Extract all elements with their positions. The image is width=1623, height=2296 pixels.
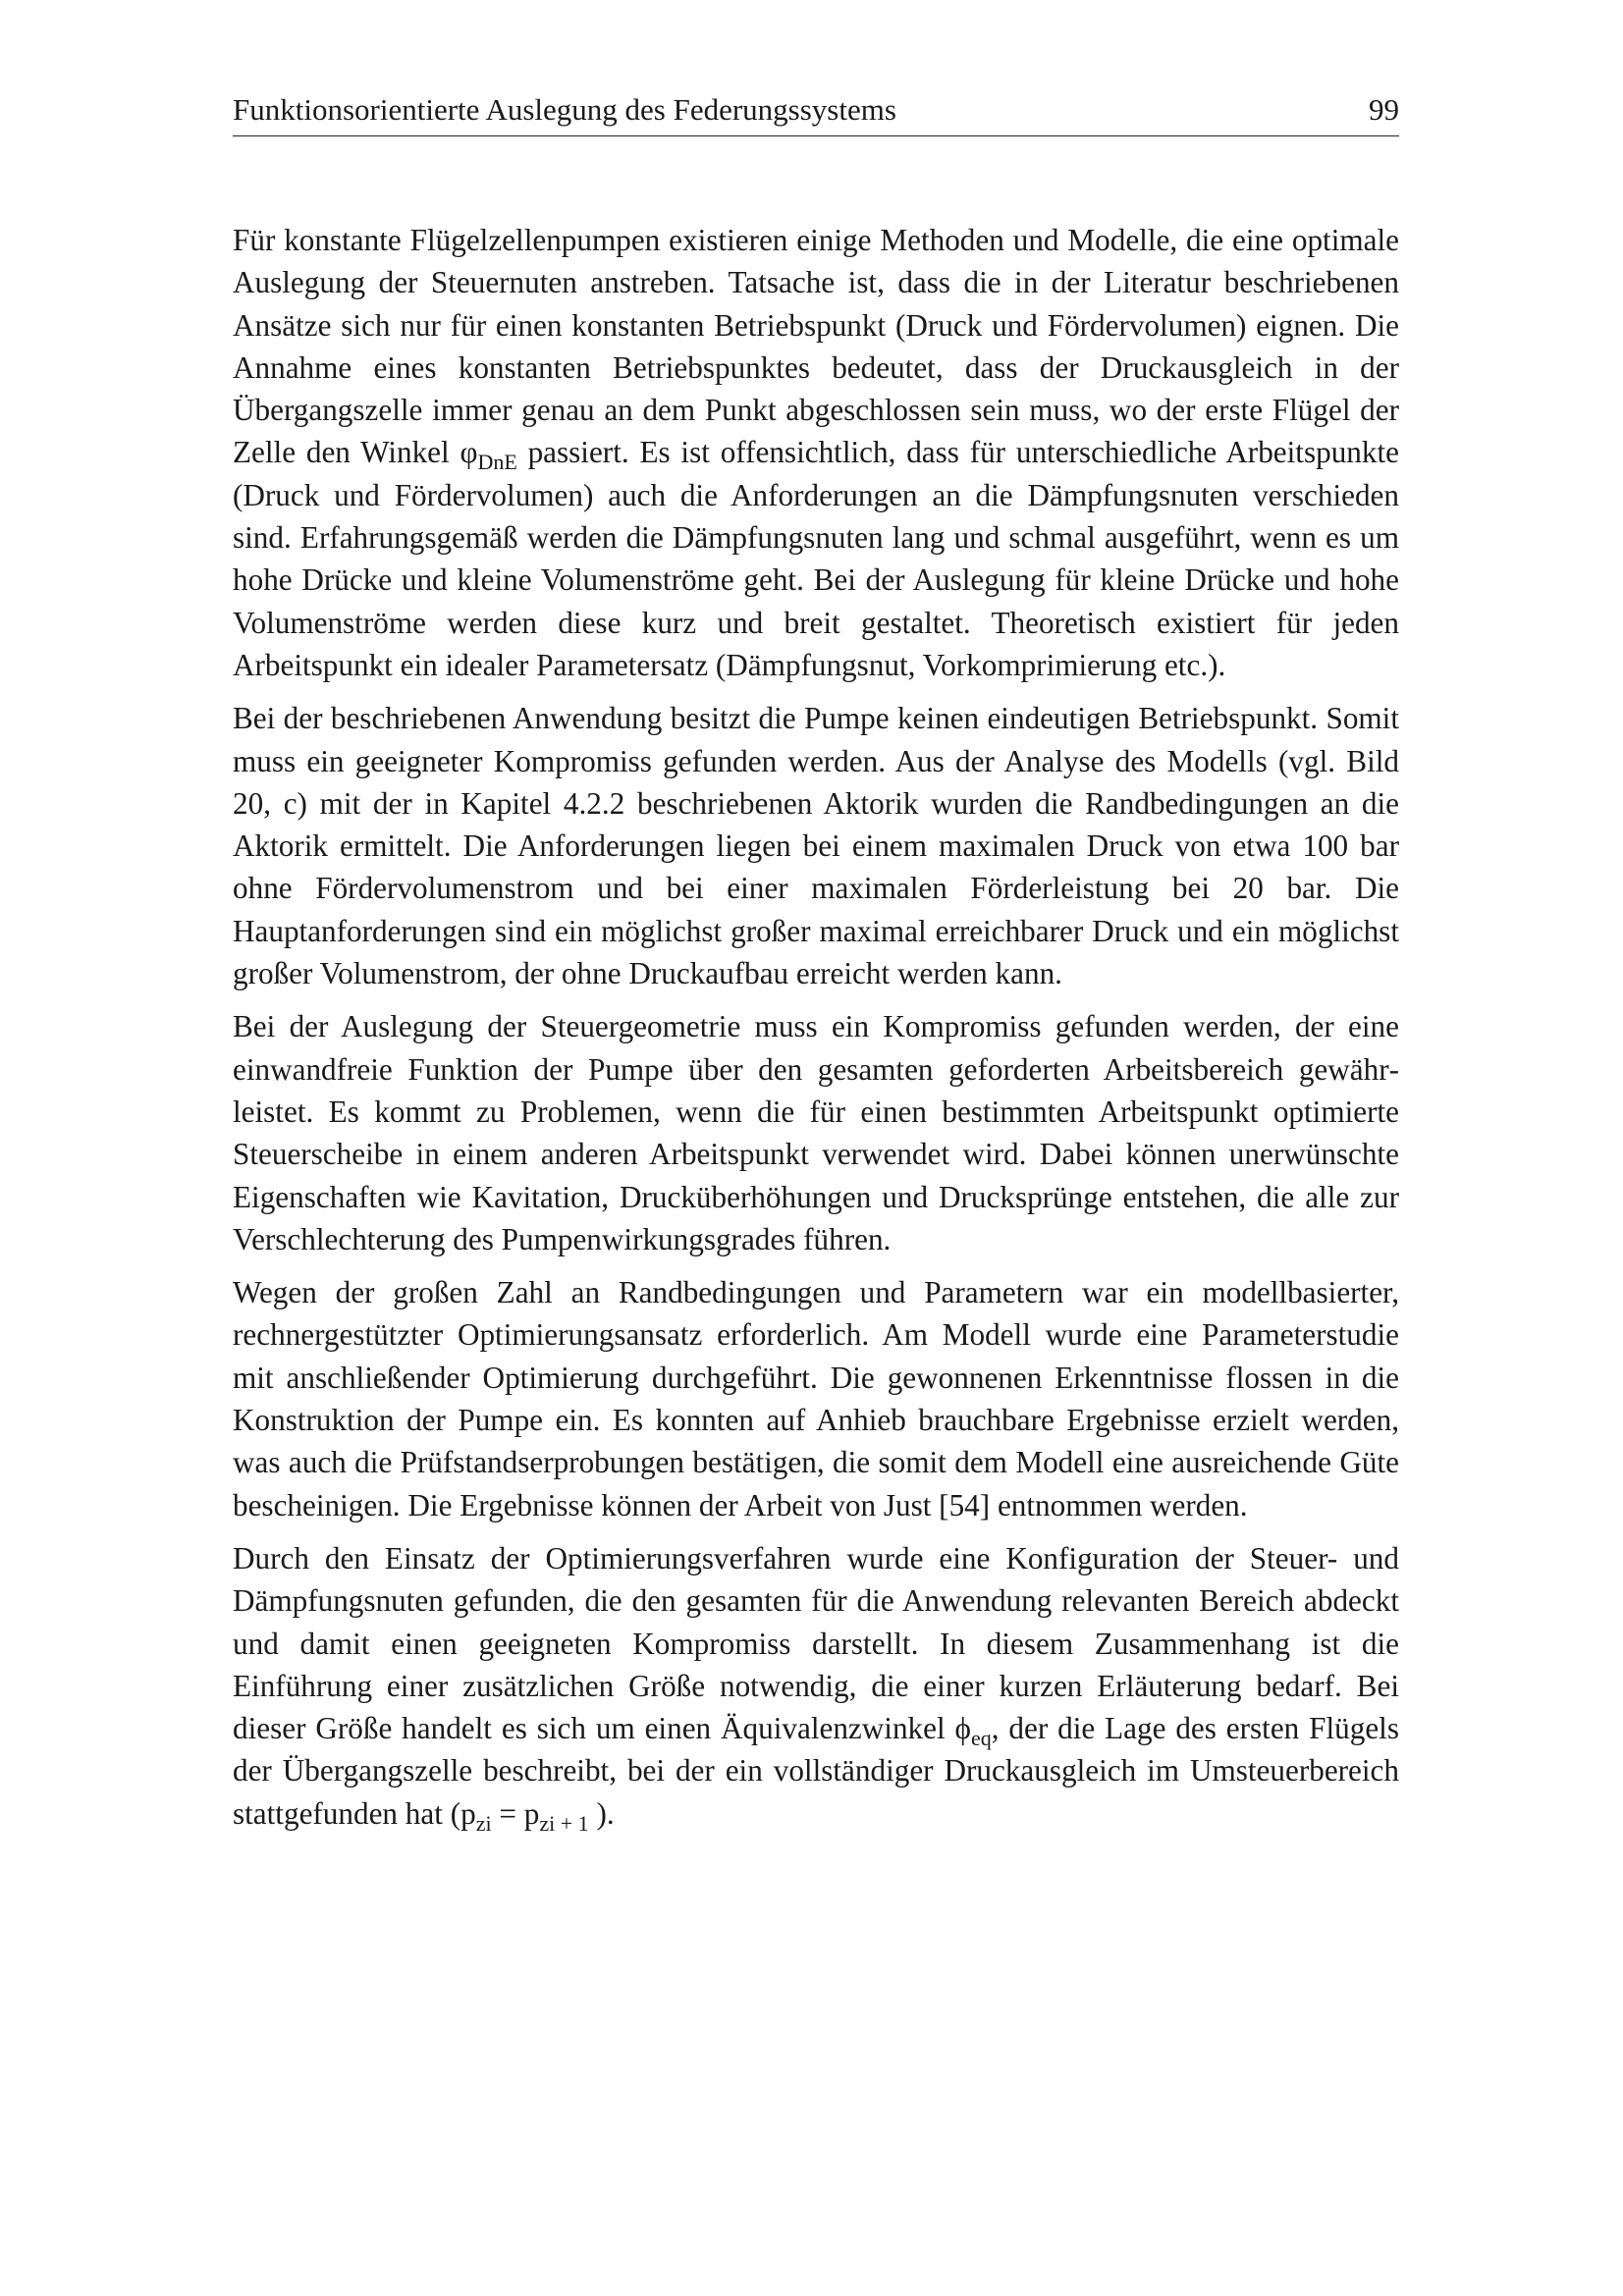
angle-symbol-phi: φ bbox=[460, 435, 478, 470]
page-number: 99 bbox=[1369, 92, 1399, 127]
paragraph-5-text-a: Durch den Einsatz der Optimierungsverfahren wurde eine Konfiguration der Steuer- und Dämpfungsnuten gefunden, die den gesamten für die Anwendung relevanten Bereich abdeckt und damit einen geeigneten Kompromiss darstellt. In diesem Zusammenhang ist die Einführung einer zusätzlichen Größe notwendig, die einer kurzen Erläuterung bedarf. Bei dieser Größe handelt es sich um einen Äquivalenzwinkel bbox=[233, 1540, 1399, 1746]
pressure-left-subscript: zi bbox=[475, 1810, 492, 1836]
pressure-right-subscript: zi + 1 bbox=[539, 1810, 589, 1836]
paragraph-3: Bei der Auslegung der Steuergeometrie muss ein Kompromiss gefunden werden, der eine einwandfreie Funktion der Pumpe über den gesamten geforderten Arbeitsbereich gewährleistet. Es kommt zu Problemen, wenn die für einen bestimmten Arbeitspunkt optimierte Steuerscheibe in einem anderen Arbeitspunkt verwendet wird. Dabei können unerwünschte Eigenschaften wie Kavitation, Drucküberhöhungen und Drucksprünge entstehen, die alle zur Verschlechterung des Pumpenwirkungsgrades führen. bbox=[233, 1009, 1399, 1256]
paragraph-5-text-c: ). bbox=[588, 1795, 615, 1831]
paragraph-1-text-b: passiert. Es ist offensichtlich, dass für unterschiedliche Arbeitspunkte (Druck und Fördervolumen) auch die Anforderungen an die Dämpfungsnuten verschieden sind. Erfahrungsgemäß werden die Dämpfungsnuten lang und schmal ausgeführt, wenn es um hohe Drücke und kleine Volumenströme geht. Bei der Auslegung für kleine Drücke und hohe Volumenströme werden diese kurz und breit gestaltet. Theoretisch existiert für jeden Arbeitspunkt ein idealer Parametersatz (Dämpfungsnut, Vorkomprimierung etc.). bbox=[233, 435, 1399, 682]
paragraph-1-text-a: Für konstante Flügelzellenpumpen existieren einige Methoden und Modelle, die eine optimale Auslegung der Steuernuten anstreben. Tatsache ist, dass die in der Literatur beschriebenen Ansätze sich nur für einen konstanten Betriebspunkt (Druck und Fördervolumen) eignen. Die Annahme eines konstanten Betriebspunktes bedeutet, dass der Druckausgleich in der Übergangszelle immer genau an dem Punkt abgeschlossen sein muss, wo der erste Flügel der Zelle den Winkel bbox=[233, 223, 1399, 470]
angle-subscript-dne: DnE bbox=[477, 450, 517, 475]
pressure-left: p bbox=[460, 1795, 476, 1831]
document-page bbox=[233, 86, 1399, 1845]
equivalent-angle-subscript: eq bbox=[970, 1726, 992, 1751]
equivalent-angle-symbol: ϕ bbox=[954, 1711, 971, 1746]
running-header bbox=[233, 86, 1399, 136]
paragraph-2: Bei der beschriebenen Anwendung besitzt die Pumpe keinen eindeutigen Betriebspunkt. Somit muss ein geeigneter Kompromiss gefunden werden. Aus der Analyse des Modells (vgl. Bild 20, c) mit der in Kapitel 4.2.2 beschriebenen Aktorik wurden die Randbedingungen an die Aktorik ermittelt. Die Anforderungen liegen bei einem maximalen Druck von etwa 100 bar ohne Fördervolumenstrom und bei einer maximalen Förderleistung bei 20 bar. Die Hauptanforderungen sind ein möglichst großer maximal erreichbarer Druck und ein möglichst großer Volumenstrom, der ohne Druckaufbau erreicht werden kann. bbox=[233, 701, 1399, 991]
pressure-right: p bbox=[523, 1795, 540, 1831]
paragraph-1 bbox=[233, 219, 1399, 686]
body-text bbox=[233, 219, 1399, 1835]
paragraph-5 bbox=[233, 1537, 1399, 1835]
equals-sign: = bbox=[491, 1795, 524, 1831]
header-title: Funktionsorientierte Auslegung des Federungssystems bbox=[233, 92, 896, 127]
paragraph-5-text-b: , der die Lage des ersten Flügels der Übergangszelle beschreibt, bei der ein vollständiger Druckausgleich im Umsteuerbereich stattgefunden hat ( bbox=[233, 1711, 1399, 1831]
paragraph-4: Wegen der großen Zahl an Randbedingungen und Parametern war ein modellbasierter, rechnergestützter Optimierungsansatz erforderlich. Am Modell wurde eine Parameterstudie mit anschließender Optimierung durchgeführt. Die gewonnenen Erkenntnisse flossen in die Konstruktion der Pumpe ein. Es konnten auf Anhieb brauchbare Ergebnisse erzielt werden, was auch die Prüfstandserprobungen bestätigen, die somit dem Modell eine ausreichende Güte bescheinigen. Die Ergebnisse können der Arbeit von Just [54] entnommen werden. bbox=[233, 1275, 1399, 1522]
